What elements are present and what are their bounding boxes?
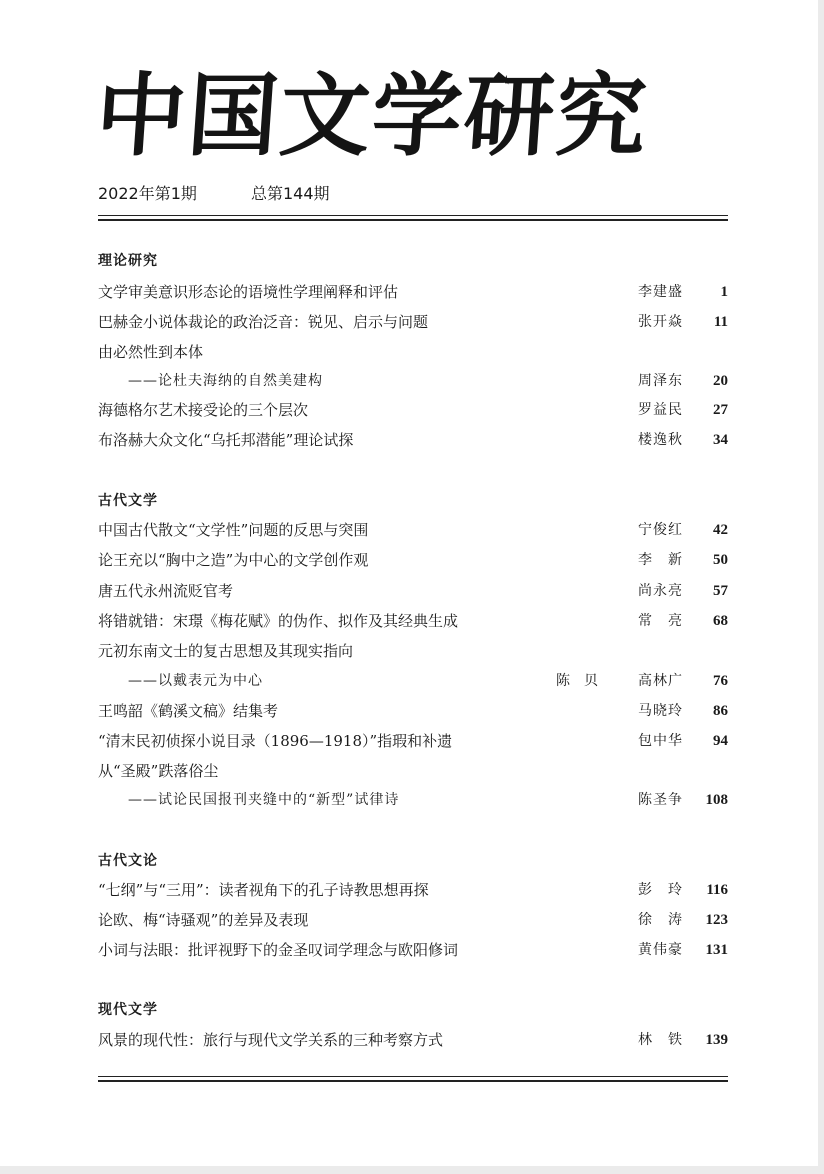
article-title: 风景的现代性：旅行与现代文学关系的三种考察方式 bbox=[98, 1031, 444, 1049]
page-number: 86 bbox=[713, 703, 728, 719]
article-author: 彭玲 bbox=[638, 882, 698, 898]
journal-masthead: 中国文学研究 bbox=[92, 64, 652, 169]
article-title: 从“圣殿”跌落俗尘 bbox=[98, 762, 219, 780]
toc-entry[interactable] bbox=[98, 939, 728, 961]
page-number: 68 bbox=[713, 613, 728, 629]
article-title: 元初东南文士的复古思想及其现实指向 bbox=[98, 642, 354, 660]
toc-entry[interactable] bbox=[98, 1029, 728, 1051]
toc-entry[interactable] bbox=[98, 610, 728, 632]
article-author: 宁俊红 bbox=[638, 522, 683, 538]
toc-entry[interactable] bbox=[98, 730, 728, 752]
toc-entry[interactable] bbox=[98, 429, 728, 451]
toc-entry[interactable] bbox=[98, 549, 728, 571]
article-title: “七纲”与“三用”：读者视角下的孔子诗教思想再探 bbox=[98, 881, 429, 899]
issue-number: 2022年第1期 bbox=[98, 184, 197, 203]
article-subtitle: ——以戴表元为中心 bbox=[128, 673, 263, 689]
article-title: 由必然性到本体 bbox=[98, 343, 204, 361]
article-author: 徐涛 bbox=[638, 912, 698, 928]
section-title-theory: 理论研究 bbox=[98, 253, 158, 269]
article-author: 张开焱 bbox=[638, 314, 683, 330]
page-number: 20 bbox=[713, 373, 728, 389]
article-title: 将错就错：宋璟《梅花赋》的伪作、拟作及其经典生成 bbox=[98, 612, 459, 630]
article-author: 常亮 bbox=[638, 613, 698, 629]
toc-entry[interactable] bbox=[98, 640, 728, 662]
issue-info bbox=[98, 181, 330, 204]
toc-entry[interactable] bbox=[98, 700, 728, 722]
article-title: “清末民初侦探小说目录（1896—1918）”指瑕和补遗 bbox=[98, 732, 453, 750]
article-title: 小词与法眼：批评视野下的金圣叹词学理念与欧阳修词 bbox=[98, 941, 459, 959]
article-title: 王鸣韶《鹤溪文稿》结集考 bbox=[98, 702, 279, 720]
page-number: 131 bbox=[705, 942, 728, 958]
article-author: 高林广 bbox=[638, 673, 683, 689]
total-issue-number: 总第144期 bbox=[251, 184, 330, 203]
article-author: 罗益民 bbox=[638, 402, 683, 418]
page-number: 42 bbox=[713, 522, 728, 538]
article-title: 布洛赫大众文化“乌托邦潜能”理论试探 bbox=[98, 431, 354, 449]
toc-entry[interactable] bbox=[98, 879, 728, 901]
article-title: 文学审美意识形态论的语境性学理阐释和评估 bbox=[98, 283, 399, 301]
page-number: 50 bbox=[713, 552, 728, 568]
section-title-ancient-theory: 古代文论 bbox=[98, 853, 158, 869]
article-subtitle: ——论杜夫海纳的自然美建构 bbox=[128, 373, 323, 389]
article-author: 陈圣争 bbox=[638, 792, 683, 808]
toc-entry[interactable] bbox=[98, 341, 728, 363]
toc-entry[interactable] bbox=[98, 909, 728, 931]
page-number: 123 bbox=[705, 912, 728, 928]
article-author: 李新 bbox=[638, 552, 698, 568]
toc-entry[interactable] bbox=[98, 580, 728, 602]
section-title-ancient-literature: 古代文学 bbox=[98, 493, 158, 509]
article-author: 楼逸秋 bbox=[638, 432, 683, 448]
page-number: 116 bbox=[706, 882, 728, 898]
page-number: 108 bbox=[705, 792, 728, 808]
toc-entry[interactable] bbox=[98, 519, 728, 541]
page-number: 57 bbox=[713, 583, 728, 599]
top-divider bbox=[98, 215, 728, 221]
article-author: 黄伟豪 bbox=[638, 942, 683, 958]
article-author: 李建盛 bbox=[638, 284, 683, 300]
bottom-divider bbox=[98, 1076, 728, 1082]
page-number: 34 bbox=[713, 432, 728, 448]
article-coauthor: 陈贝 bbox=[556, 673, 612, 689]
toc-entry-subtitle[interactable] bbox=[98, 789, 728, 811]
page-number: 11 bbox=[713, 314, 728, 330]
article-title: 论王充以“胸中之造”为中心的文学创作观 bbox=[98, 551, 369, 569]
article-title: 中国古代散文“文学性”问题的反思与突围 bbox=[98, 521, 369, 539]
page-number: 139 bbox=[705, 1032, 728, 1048]
article-author: 周泽东 bbox=[638, 373, 683, 389]
toc-entry-subtitle[interactable] bbox=[98, 370, 728, 392]
article-author: 林铁 bbox=[638, 1032, 698, 1048]
article-author: 尚永亮 bbox=[638, 583, 683, 599]
article-subtitle: ——试论民国报刊夹缝中的“新型”试律诗 bbox=[128, 792, 400, 808]
toc-entry[interactable] bbox=[98, 311, 728, 333]
toc-entry[interactable] bbox=[98, 760, 728, 782]
page-number: 27 bbox=[713, 402, 728, 418]
page-number: 1 bbox=[720, 284, 728, 300]
article-author: 马晓玲 bbox=[638, 703, 683, 719]
article-title: 唐五代永州流贬官考 bbox=[98, 582, 234, 600]
page-number: 76 bbox=[713, 673, 728, 689]
article-title: 论欧、梅“诗骚观”的差异及表现 bbox=[98, 911, 309, 929]
toc-entry[interactable] bbox=[98, 281, 728, 303]
article-title: 海德格尔艺术接受论的三个层次 bbox=[98, 401, 309, 419]
page-number: 94 bbox=[713, 733, 728, 749]
article-author: 包中华 bbox=[638, 733, 683, 749]
article-title: 巴赫金小说体裁论的政治泛音：锐见、启示与问题 bbox=[98, 313, 429, 331]
toc-entry-subtitle[interactable] bbox=[98, 670, 728, 692]
section-title-modern-literature: 现代文学 bbox=[98, 1002, 158, 1018]
toc-entry[interactable] bbox=[98, 399, 728, 421]
